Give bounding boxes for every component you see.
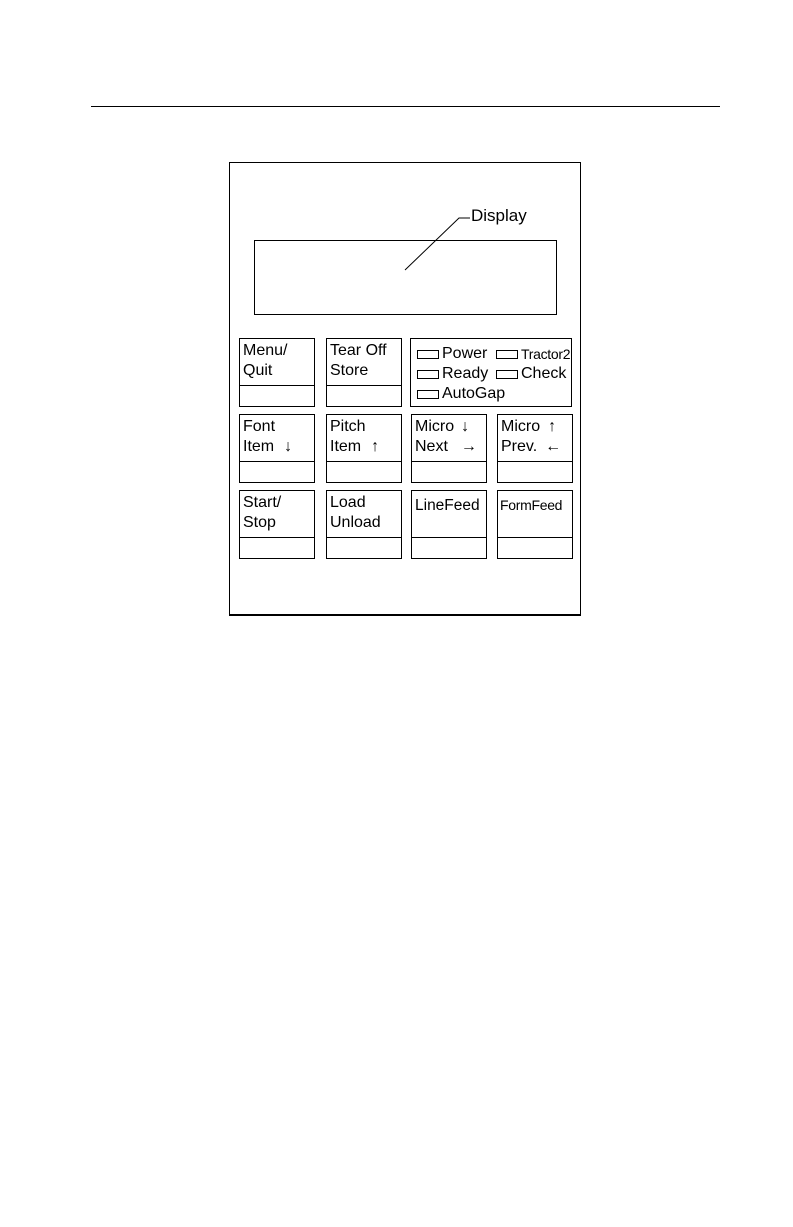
micro-up-row bbox=[501, 417, 572, 437]
ready-led bbox=[417, 370, 439, 379]
item-label: Item bbox=[330, 437, 362, 455]
formfeed-face bbox=[498, 491, 572, 538]
load-unload-button[interactable] bbox=[326, 490, 402, 559]
item-up-row bbox=[330, 437, 401, 457]
start-stop-face bbox=[240, 491, 314, 538]
up-arrow-icon: ↑ bbox=[371, 437, 380, 455]
formfeed-label: FormFeed bbox=[500, 497, 563, 513]
stop-label: Stop bbox=[243, 513, 276, 531]
pitch-item-up-button[interactable] bbox=[326, 414, 402, 483]
pitch-item-face bbox=[327, 415, 401, 462]
check-label: Check bbox=[521, 365, 567, 382]
micro-down-next-button[interactable] bbox=[411, 414, 487, 483]
power-led bbox=[417, 350, 439, 359]
left-arrow-icon: ← bbox=[545, 437, 562, 455]
font-item-down-button[interactable] bbox=[239, 414, 315, 483]
tractor2-led bbox=[496, 350, 518, 359]
ready-label: Ready bbox=[442, 365, 489, 382]
store-label: Store bbox=[330, 361, 369, 379]
up-arrow-icon: ↑ bbox=[548, 418, 557, 435]
tear-off-store-face bbox=[327, 339, 401, 386]
item-label: Item bbox=[243, 437, 275, 455]
check-led bbox=[496, 370, 518, 379]
micro-up-prev-button[interactable] bbox=[497, 414, 573, 483]
menu-label: Menu/ bbox=[243, 342, 288, 359]
quit-label: Quit bbox=[243, 361, 273, 379]
display-callout-label: Display bbox=[471, 206, 527, 225]
micro-up-prev-face bbox=[498, 415, 572, 462]
pitch-label: Pitch bbox=[330, 418, 366, 435]
font-label: Font bbox=[243, 418, 276, 435]
linefeed-label: LineFeed bbox=[415, 497, 480, 514]
font-item-face bbox=[240, 415, 314, 462]
start-label: Start/ bbox=[243, 494, 282, 511]
indicator-panel bbox=[410, 338, 572, 407]
load-label: Load bbox=[330, 494, 366, 511]
linefeed-button[interactable] bbox=[411, 490, 487, 559]
display-window bbox=[254, 240, 557, 315]
start-stop-button[interactable] bbox=[239, 490, 315, 559]
micro-label: Micro bbox=[415, 418, 455, 435]
menu-quit-face bbox=[240, 339, 314, 386]
micro-down-next-face bbox=[412, 415, 486, 462]
formfeed-button[interactable] bbox=[497, 490, 573, 559]
next-row bbox=[415, 437, 486, 457]
micro-down-row bbox=[415, 417, 486, 437]
power-label: Power bbox=[442, 345, 488, 362]
power-indicator bbox=[417, 345, 487, 363]
autogap-indicator bbox=[417, 385, 505, 403]
next-label: Next bbox=[415, 437, 448, 455]
autogap-label: AutoGap bbox=[442, 385, 506, 402]
ready-indicator bbox=[417, 365, 488, 383]
top-rule bbox=[91, 106, 720, 107]
tear-off-store-button[interactable] bbox=[326, 338, 402, 407]
linefeed-face bbox=[412, 491, 486, 538]
tear-off-label: Tear Off bbox=[330, 342, 387, 359]
down-arrow-icon: ↓ bbox=[284, 437, 293, 455]
autogap-led bbox=[417, 390, 439, 399]
check-indicator bbox=[496, 365, 566, 383]
prev-label: Prev. bbox=[501, 437, 538, 455]
item-down-row bbox=[243, 437, 314, 457]
load-unload-face bbox=[327, 491, 401, 538]
tractor2-label: Tractor2 bbox=[521, 346, 571, 362]
down-arrow-icon: ↓ bbox=[461, 418, 470, 435]
tractor2-indicator bbox=[496, 345, 570, 363]
prev-row bbox=[501, 437, 572, 457]
menu-quit-button[interactable] bbox=[239, 338, 315, 407]
right-arrow-icon: → bbox=[460, 437, 477, 455]
micro-label: Micro bbox=[501, 418, 541, 435]
unload-label: Unload bbox=[330, 513, 381, 531]
